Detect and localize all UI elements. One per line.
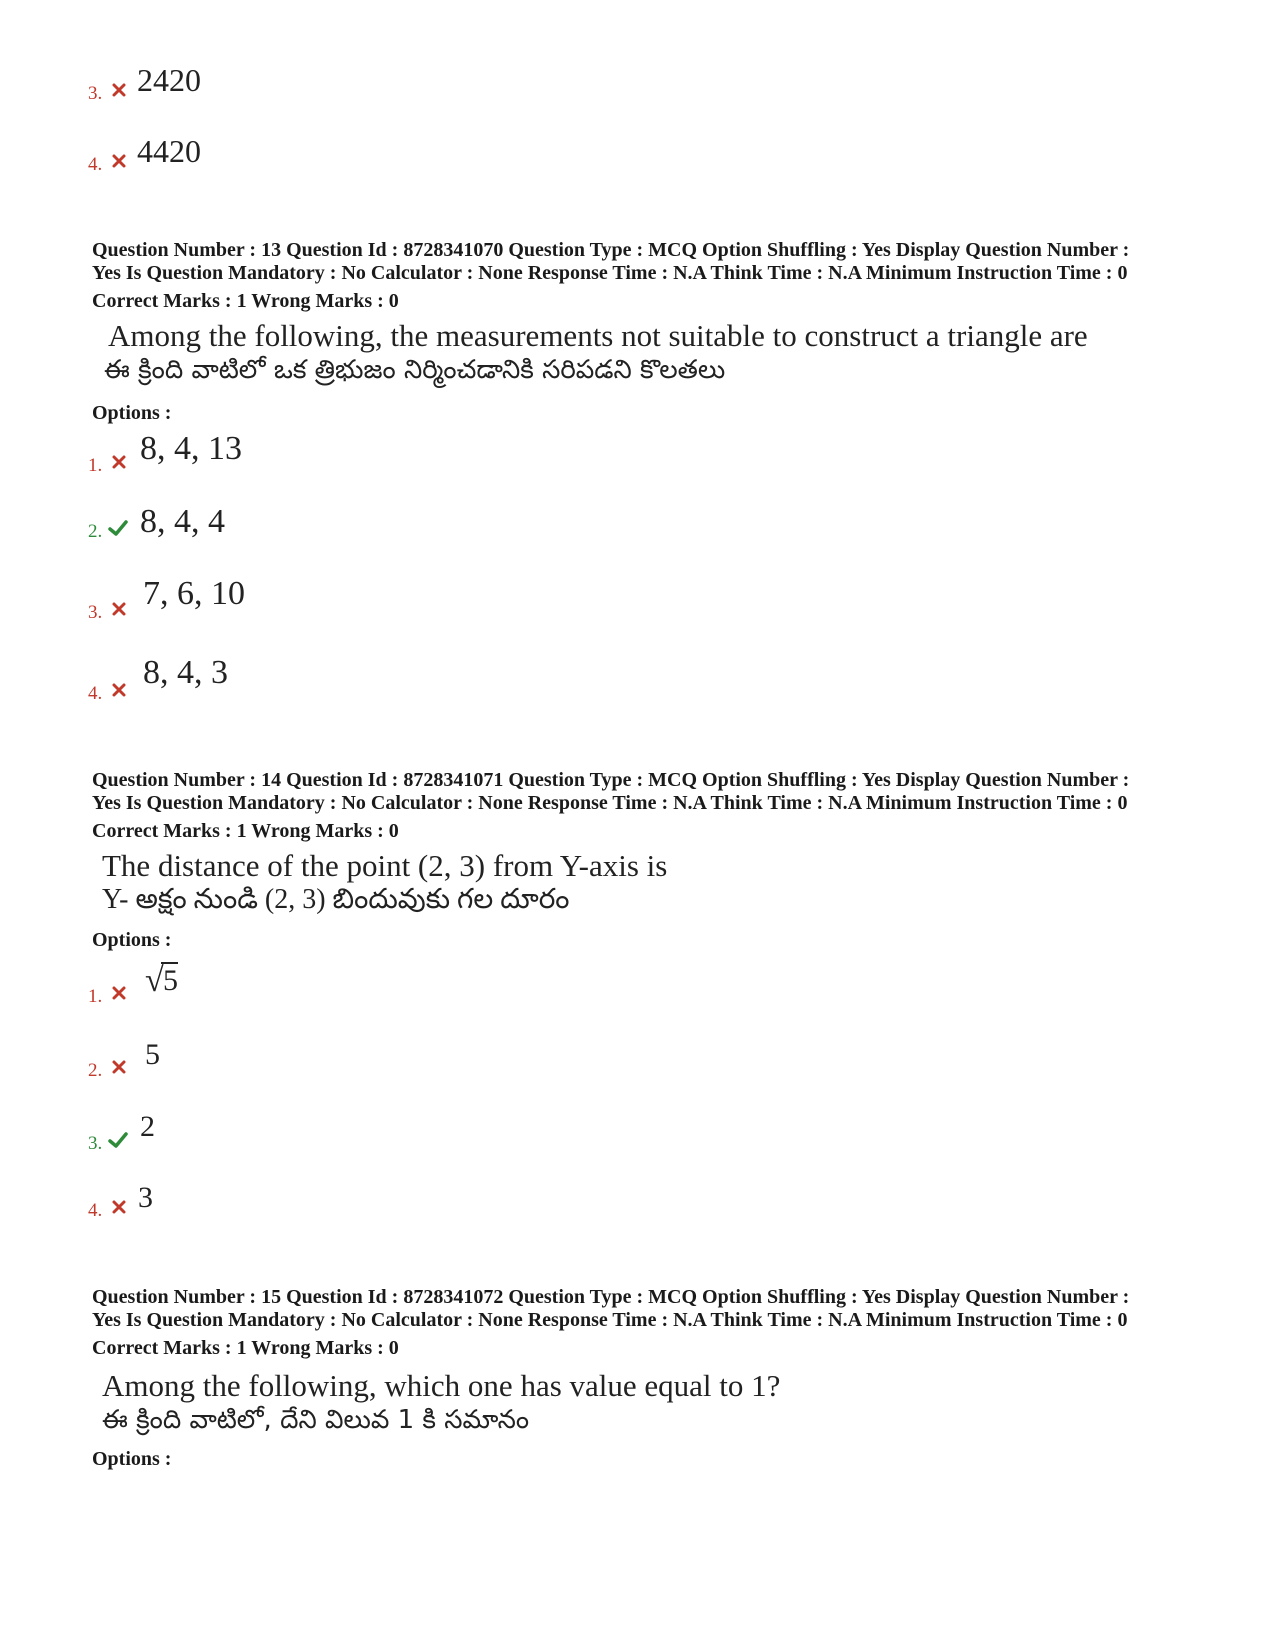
option-value: 2 (140, 1110, 155, 1143)
option-value: 7, 6, 10 (143, 575, 245, 612)
question-meta-line2: Yes Is Question Mandatory : No Calculator : None Response Time : N.A Think Time : N.A Minimum Instruction Time : 0 (92, 792, 1128, 814)
radicand: 5 (163, 964, 178, 997)
question-meta-line2: Yes Is Question Mandatory : No Calculator : None Response Time : N.A Think Time : N.A Minimum Instruction Time : 0 (92, 1309, 1128, 1331)
option-number: 2. (88, 521, 103, 542)
option-value: 5 (145, 1038, 160, 1071)
cross-icon (110, 984, 128, 1002)
check-icon (107, 1131, 129, 1149)
option-number: 3. (88, 83, 103, 104)
option-number: 4. (88, 683, 103, 704)
option-number: 1. (88, 986, 103, 1007)
cross-icon (110, 81, 128, 99)
question-meta-line1: Question Number : 13 Question Id : 8728341070 Question Type : MCQ Option Shuffling : Yes Display Question Number : (92, 239, 1130, 261)
question-meta-line1: Question Number : 15 Question Id : 8728341072 Question Type : MCQ Option Shuffling : Yes Display Question Number : (92, 1286, 1130, 1308)
question-text-telugu: ఈ క్రింది వాటిలో ఒక త్రిభుజం నిర్మించడానికి సరిపడని కొలతలు (104, 355, 726, 385)
question-text-english: Among the following, which one has value equal to 1? (102, 1368, 781, 1403)
cross-icon (110, 681, 128, 699)
question-meta-line2: Yes Is Question Mandatory : No Calculator : None Response Time : N.A Think Time : N.A Minimum Instruction Time : 0 (92, 262, 1128, 284)
cross-icon (110, 1198, 128, 1216)
option-value (145, 962, 178, 999)
question-marks: Correct Marks : 1 Wrong Marks : 0 (92, 820, 399, 842)
option-number: 3. (88, 602, 103, 623)
option-number: 4. (88, 154, 103, 175)
check-icon (107, 519, 129, 537)
options-label: Options : (92, 1448, 172, 1470)
question-marks: Correct Marks : 1 Wrong Marks : 0 (92, 290, 399, 312)
question-text-english: The distance of the point (2, 3) from Y-axis is (102, 848, 668, 883)
question-text-english: Among the following, the measurements not suitable to construct a triangle are (108, 318, 1088, 353)
options-label: Options : (92, 929, 172, 951)
option-value: 4420 (137, 133, 201, 169)
option-value: 2420 (137, 62, 201, 98)
option-value: 8, 4, 3 (143, 654, 228, 691)
cross-icon (110, 1058, 128, 1076)
options-label: Options : (92, 402, 172, 424)
option-value: 8, 4, 4 (140, 503, 225, 540)
square-root-sign (145, 962, 178, 999)
option-number: 1. (88, 455, 103, 476)
cross-icon (110, 600, 128, 618)
option-value: 8, 4, 13 (140, 430, 242, 467)
question-text-telugu: Y- అక్షం నుండి (2, 3) బిందువుకు గల దూరం (102, 884, 570, 915)
option-number: 2. (88, 1060, 103, 1081)
question-marks: Correct Marks : 1 Wrong Marks : 0 (92, 1337, 399, 1359)
question-meta-line1: Question Number : 14 Question Id : 8728341071 Question Type : MCQ Option Shuffling : Yes Display Question Number : (92, 769, 1130, 791)
cross-icon (110, 453, 128, 471)
question-text-telugu: ఈ క్రింది వాటిలో, దేని విలువ 1 కి సమానం (102, 1405, 530, 1435)
option-value: 3 (138, 1181, 153, 1214)
radical-icon: √ (145, 962, 164, 999)
cross-icon (110, 152, 128, 170)
option-number: 3. (88, 1133, 103, 1154)
option-number: 4. (88, 1200, 103, 1221)
